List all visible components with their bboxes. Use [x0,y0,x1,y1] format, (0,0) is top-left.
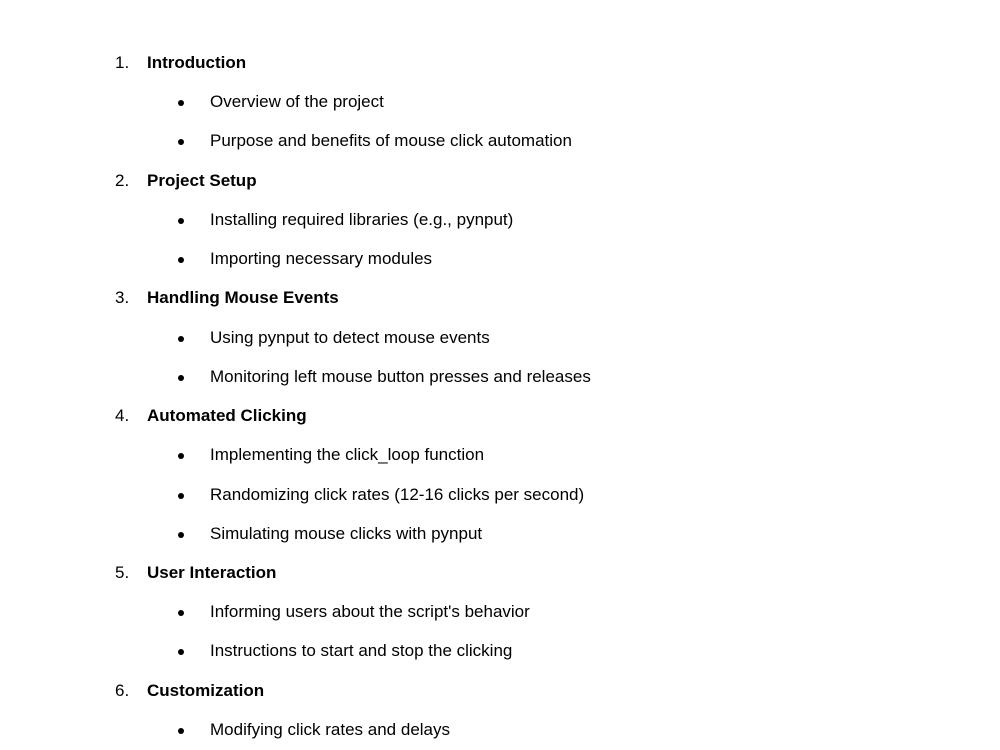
section-number: 4. [115,406,130,425]
bullet-icon [178,139,184,145]
bullet-text: Simulating mouse clicks with pynput [210,524,483,543]
section-number: 6. [115,681,130,700]
section-title: Introduction [147,53,247,72]
section-number: 5. [115,563,130,582]
section-title: Customization [147,681,265,700]
bullet-icon [178,610,184,616]
section-number: 1. [115,53,130,72]
bullet-icon [178,218,184,224]
bullet-icon [178,649,184,655]
bullet-text: Modifying click rates and delays [210,720,451,739]
bullet-text: Monitoring left mouse button presses and releases [210,367,591,386]
bullet-icon [178,336,184,342]
bullet-text: Implementing the click_loop function [210,445,485,464]
bullet-text: Informing users about the script's behavior [210,602,530,621]
section-number: 3. [115,288,130,307]
section-title: Automated Clicking [147,406,307,425]
bullet-icon [178,257,184,263]
bullet-icon [178,100,184,106]
bullet-text: Importing necessary modules [210,249,433,268]
bullet-text: Instructions to start and stop the clicking [210,641,513,660]
section-title: User Interaction [147,563,277,582]
bullet-icon [178,453,184,459]
bullet-icon [178,728,184,734]
bullet-icon [178,493,184,499]
bullet-text: Purpose and benefits of mouse click automation [210,131,572,150]
bullet-icon [178,532,184,538]
bullet-text: Installing required libraries (e.g., pynput) [210,210,514,229]
section-title: Handling Mouse Events [147,288,339,307]
bullet-icon [178,375,184,381]
bullet-text: Using pynput to detect mouse events [210,328,490,347]
section-number: 2. [115,171,130,190]
bullet-text: Randomizing click rates (12-16 clicks per second) [210,485,585,504]
section-title: Project Setup [147,171,257,190]
bullet-text: Overview of the project [210,92,384,111]
